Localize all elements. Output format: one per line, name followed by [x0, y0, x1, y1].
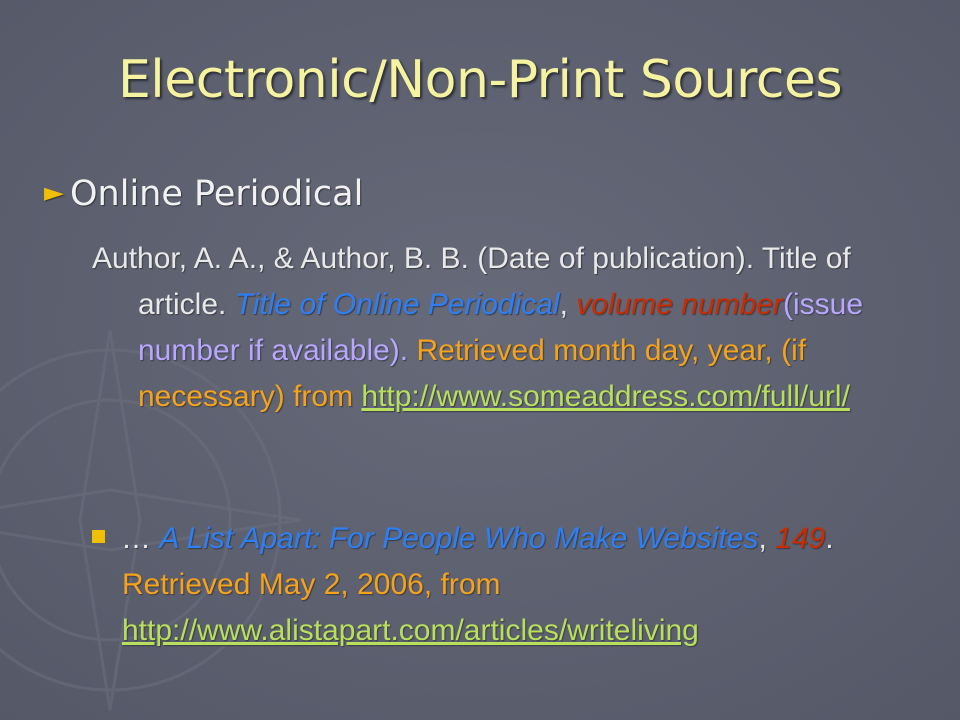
bullet-online-periodical [44, 174, 363, 214]
citation-format [92, 236, 928, 420]
triangle-bullet-icon: ► [44, 178, 64, 208]
citation-comma: , [559, 288, 577, 321]
example-ellipsis: … [121, 522, 160, 555]
slide-title: Electronic/Non-Print Sources [117, 50, 843, 110]
square-bullet-icon [92, 530, 105, 543]
example-volume: 149 [775, 522, 826, 555]
bullet-label: Online Periodical [70, 174, 364, 214]
example-url-link[interactable]: http://www.alistapart.com/articles/writeliving [122, 614, 699, 647]
citation-retrieved: Retrieved month day, year, (if necessary) from [138, 334, 807, 413]
example-period: . [825, 522, 834, 555]
citation-author-title: Author, A. A., & Author, B. B. (Date of publication). Title of article. [92, 242, 851, 321]
example-citation [92, 516, 912, 654]
citation-url-link[interactable]: http://www.someaddress.com/full/url/ [361, 380, 850, 413]
citation-volume: volume number [576, 288, 784, 321]
example-retrieved: Retrieved May 2, 2006, from [122, 568, 501, 601]
citation-issue: (issue number if available). [138, 288, 864, 367]
citation-periodical-title: Title of Online Periodical [234, 288, 560, 321]
example-comma: , [758, 522, 776, 555]
example-periodical-title: A List Apart: For People Who Make Websites [159, 522, 759, 555]
